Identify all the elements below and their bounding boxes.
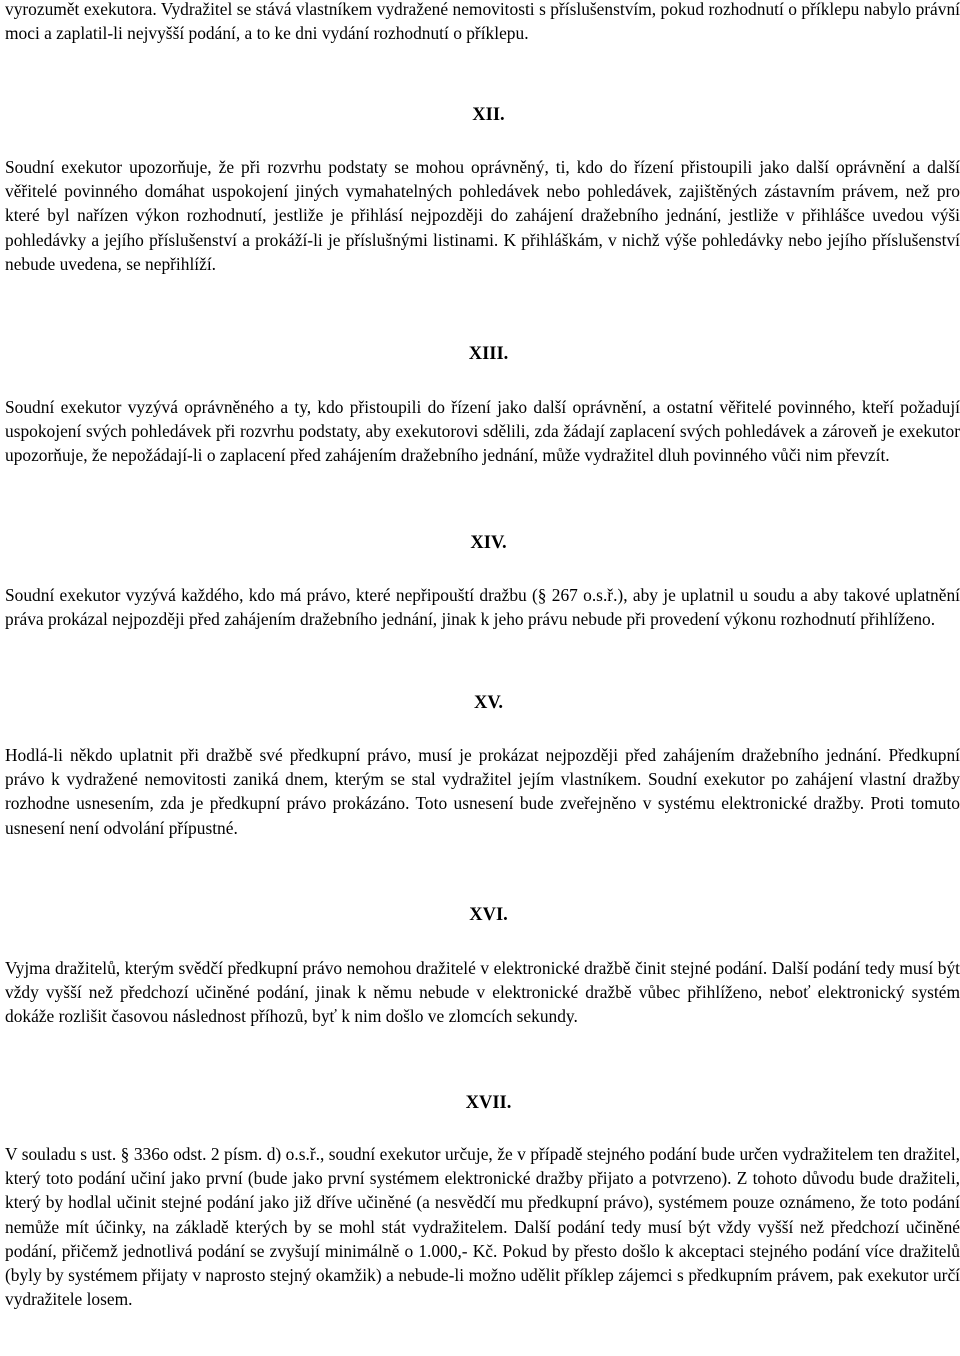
section-heading-xvi: XVI. — [469, 905, 508, 925]
section-text-xvi: Vyjma dražitelů, kterým svědčí předkupní právo nemohou dražitelé v elektronické dražbě činit stejné podání. Další podání tedy musí být vždy vyšší než předchozí učiněné podání, jinak k němu nebude v elektronické dražbě vůbec přihlíženo, neboť elektronický systém dokáže rozlišit časovou následnost příhozů, byť k nim došlo ve zlomcích sekundy. — [5, 958, 960, 1027]
section-heading-xiii: XIII. — [468, 344, 509, 364]
section-text-xiv: Soudní exekutor vyzývá každého, kdo má právo, které nepřipouští dražbu (§ 267 o.s.ř.), aby je uplatnil u soudu a aby takové uplatnění práva prokázal nejpozději před zahájením dražebního jednání, jinak k jeho právu nebude při provedení výkonu rozhodnutí přihlíženo. — [5, 585, 960, 630]
section-heading-xiv: XIV. — [470, 533, 507, 553]
section-text-xii: Soudní exekutor upozorňuje, že při rozvrhu podstaty se mohou oprávněný, ti, kdo do řízení přistoupili jako další oprávnění a další věřitelé povinného domáhat uspokojení jiných vymahatelných pohledávek nebo pohledávek, zajištěných zástavním právem, než pro které byl nařízen výkon rozhodnutí, jestliže je přihlásí nejpozději do zahájení dražebního jednání, jestliže v přihlášce uvedou výši pohledávky a jejího příslušenství a prokáží-li je příslušnými listinami. K přihláškám, v nichž výše pohledávky nebo jejího příslušenství nebude uvedena, se nepřihlíží. — [5, 157, 960, 274]
intro-paragraph: vyrozumět exekutora. Vydražitel se stává vlastníkem vydražené nemovitosti s příslušenstvím, pokud rozhodnutí o příklepu nabylo právní moci a zaplatil-li nejvyšší podání, a to ke dni vydání rozhodnutí o příklepu. — [5, 0, 960, 44]
section-heading-xii: XII. — [472, 105, 505, 125]
section-heading-xvii: XVII. — [465, 1093, 512, 1113]
section-text-xiii: Soudní exekutor vyzývá oprávněného a ty, kdo přistoupili do řízení jako další oprávnění, a ostatní věřitelé povinného, kteří požadují uspokojení svých pohledávek při rozvrhu podstaty, aby exekutorovi sdělili, zda žádají zaplacení svých pohledávek a zároveň je exekutor upozorňuje, že nepožádají-li o zaplacení před zahájením dražebního jednání, může vydražitel dluh povinného vůči nim převzít. — [5, 397, 960, 466]
section-text-xv: Hodlá-li někdo uplatnit při dražbě své předkupní právo, musí je prokázat nejpozději před zahájením dražebního jednání. Předkupní právo k vydražené nemovitosti zaniká dnem, kterým se stal vydražitel jejím vlastníkem. Soudní exekutor po zahájení vlastní dražby rozhodne usnesením, zda je předkupní právo prokázáno. Toto usnesení bude zveřejněno v systému elektronické dražby. Proti tomuto usnesení není odvolání přípustné. — [5, 745, 960, 838]
section-text-xvii: V souladu s ust. § 336o odst. 2 písm. d) o.s.ř., soudní exekutor určuje, že v případě stejného podání bude určen vydražitelem ten dražitel, který toto podání učiní jako první (bude jako první systémem elektronické dražby přijato a potvrzeno). Z tohoto důvodu bude dražiteli, který by hodlal učinit stejné podání jako již dříve učiněné (a nesvědčí mu předkupní právo), systémem pouze oznámeno, že toto podání nemůže mít účinky, na základě kterých by se mohl stát vydražitelem. Další podání tedy musí být vždy vyšší než předchozí učiněné podání, přičemž jednotlivá podání se zvyšují minimálně o 1.000,- Kč. Pokud by přesto došlo k akceptaci stejného podání více dražitelů (byly by systémem přijaty v naprosto stejný okamžik) a nebude-li možno udělit příklep zájemci s předkupním právem, pak exekutor určí vydražitele losem. — [5, 1144, 960, 1310]
section-heading-xv: XV. — [474, 693, 503, 713]
